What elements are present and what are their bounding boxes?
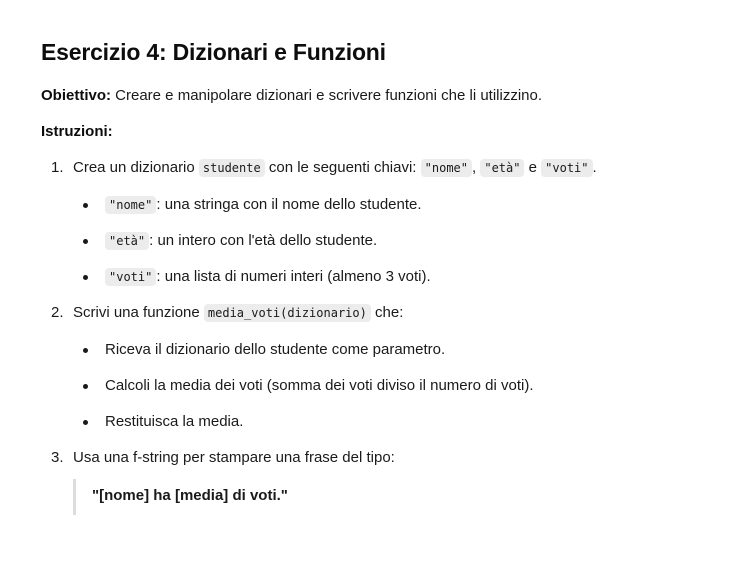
objective-label: Obiettivo: bbox=[41, 87, 111, 104]
instructions-label: Istruzioni: bbox=[41, 123, 113, 140]
step-number: 1. bbox=[51, 159, 64, 176]
list-item-text: : una stringa con il nome dello studente. bbox=[156, 196, 422, 213]
list-item-text: : un intero con l'età dello studente. bbox=[149, 232, 378, 249]
objective-text: Creare e manipolare dizionari e scrivere funzioni che li utilizzino. bbox=[111, 87, 543, 104]
inline-code: media_voti(dizionario) bbox=[204, 304, 371, 322]
instructions-heading bbox=[41, 121, 701, 143]
inline-code: "nome" bbox=[105, 196, 156, 214]
step-number: 2. bbox=[51, 304, 64, 321]
step-text-part: , bbox=[472, 159, 481, 176]
list-item bbox=[73, 230, 701, 252]
step-text-part: con le seguenti chiavi: bbox=[264, 159, 421, 176]
step-text-part: Scrivi una funzione bbox=[73, 304, 204, 321]
bullet-icon bbox=[83, 420, 88, 425]
step-3 bbox=[41, 447, 701, 515]
step-1 bbox=[41, 157, 701, 288]
page-title: Esercizio 4: Dizionari e Funzioni bbox=[41, 39, 386, 65]
inline-code: "voti" bbox=[541, 159, 592, 177]
list-item bbox=[73, 375, 701, 397]
step-text-part: e bbox=[524, 159, 542, 176]
step-text bbox=[73, 304, 403, 321]
sub-list bbox=[73, 339, 701, 433]
step-text bbox=[73, 159, 597, 176]
inline-code: "nome" bbox=[421, 159, 472, 177]
step-number: 3. bbox=[51, 449, 64, 466]
step-2 bbox=[41, 302, 701, 433]
step-text-part: che: bbox=[370, 304, 404, 321]
list-item bbox=[73, 194, 701, 216]
step-text-part: Crea un dizionario bbox=[73, 159, 199, 176]
list-item bbox=[73, 339, 701, 361]
objective-paragraph bbox=[41, 85, 701, 107]
inline-code: "età" bbox=[480, 159, 524, 177]
list-item-text: : una lista di numeri interi (almeno 3 voti). bbox=[156, 268, 431, 285]
step-text-part: . bbox=[592, 159, 597, 176]
list-item-text: Riceva il dizionario dello studente come parametro. bbox=[105, 341, 446, 358]
sub-list bbox=[73, 194, 701, 288]
bullet-icon bbox=[83, 239, 88, 244]
list-item bbox=[73, 266, 701, 288]
bullet-icon bbox=[83, 275, 88, 280]
bullet-icon bbox=[83, 348, 88, 353]
instruction-steps bbox=[41, 157, 701, 515]
list-item-text: Restituisca la media. bbox=[105, 413, 244, 430]
inline-code: "età" bbox=[105, 232, 149, 250]
step-text: Usa una f-string per stampare una frase del tipo: bbox=[73, 449, 395, 466]
bullet-icon bbox=[83, 384, 88, 389]
list-item-text: Calcoli la media dei voti (somma dei voti diviso il numero di voti). bbox=[105, 377, 534, 394]
inline-code: studente bbox=[199, 159, 265, 177]
document bbox=[41, 36, 701, 515]
inline-code: "voti" bbox=[105, 268, 156, 286]
list-item bbox=[73, 411, 701, 433]
blockquote: "[nome] ha [media] di voti." bbox=[73, 479, 701, 515]
bullet-icon bbox=[83, 203, 88, 208]
